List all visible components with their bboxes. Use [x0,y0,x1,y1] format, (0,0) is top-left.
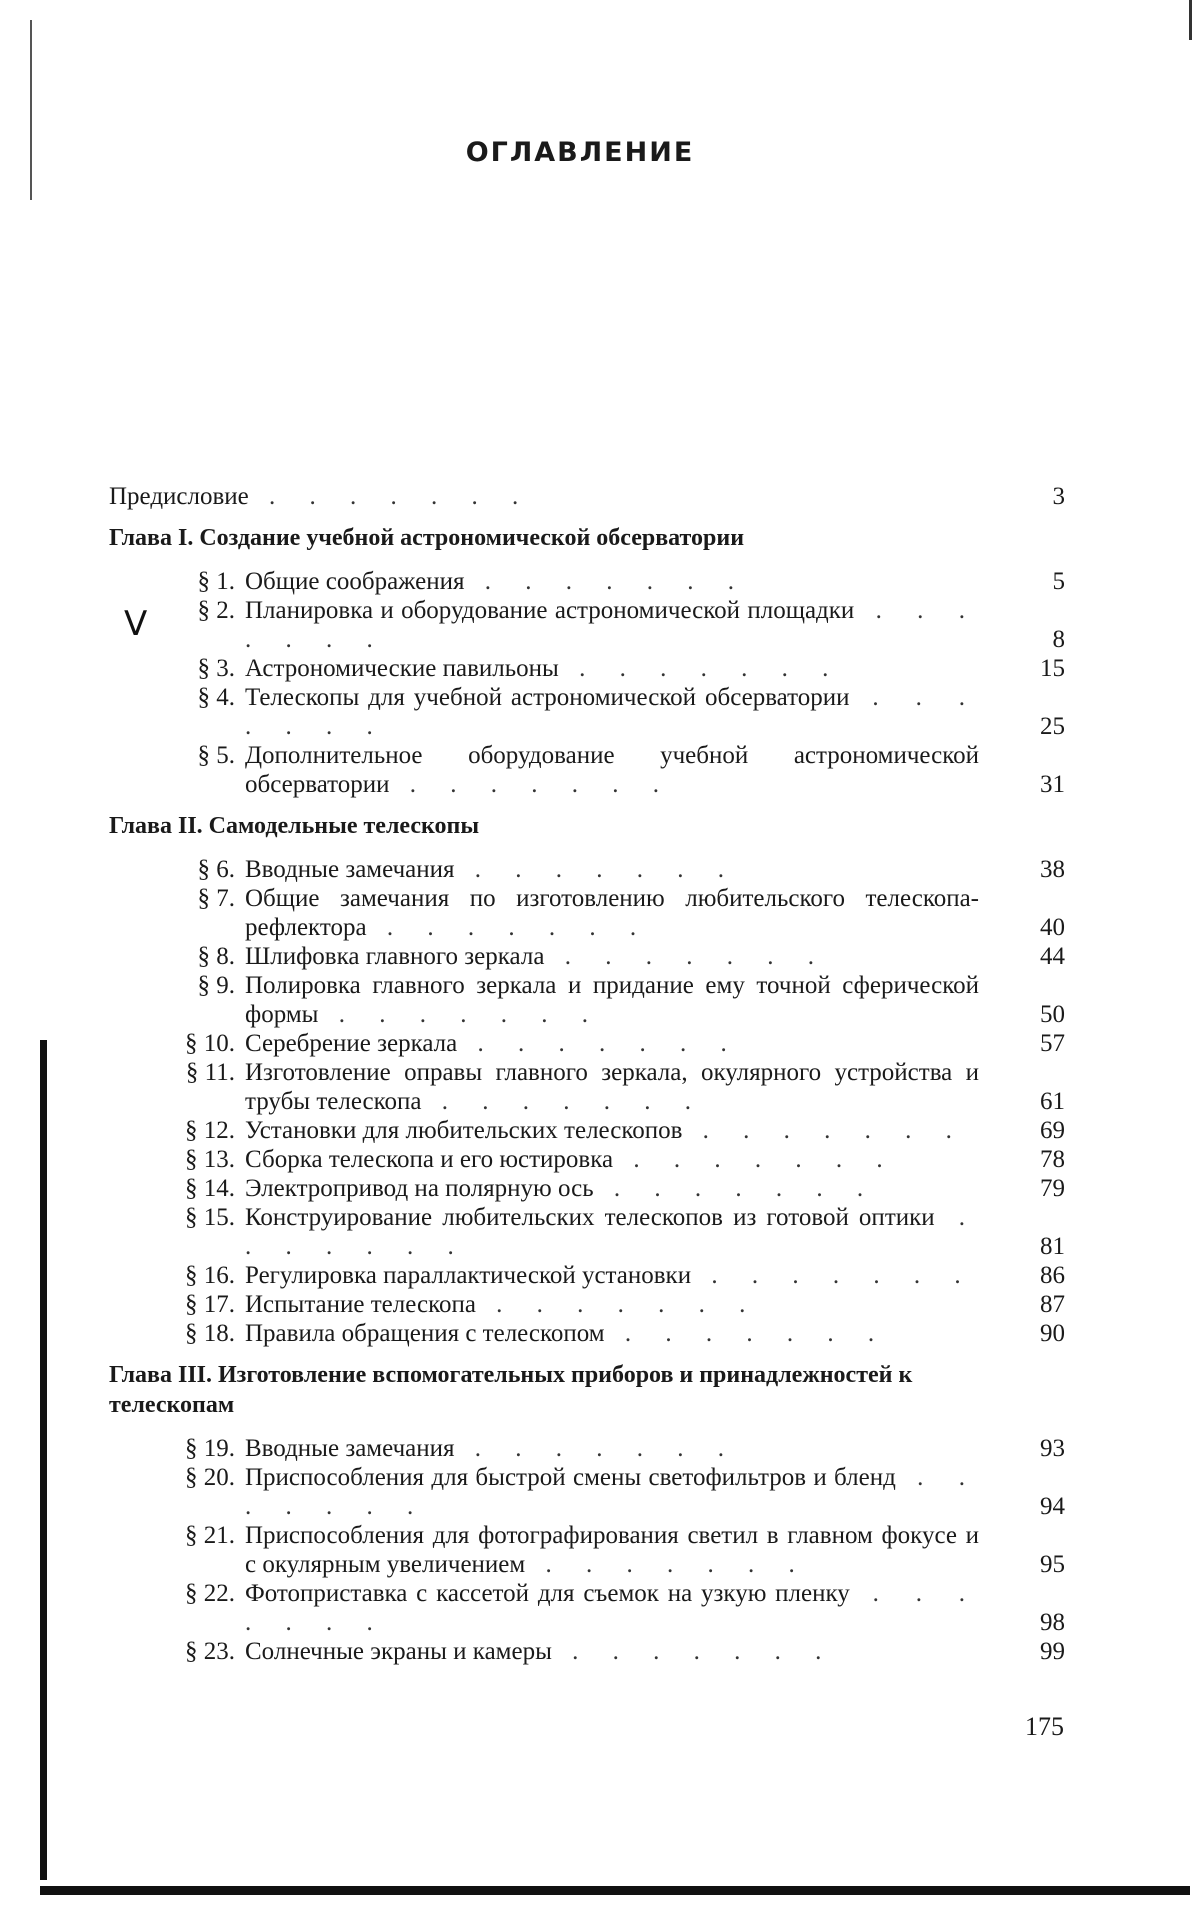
toc-entry [109,1058,1069,1116]
toc-entry-title-text: Регулировка параллактической установки [245,1262,692,1289]
toc-section-number: § 20. [185,1464,235,1491]
toc-entry [109,1319,1069,1348]
leader-dots: . . . . . . . [593,1175,878,1202]
toc-entry-title [245,1058,979,1116]
toc-section-number: § 16. [185,1262,235,1289]
toc-entry [109,596,1069,654]
toc-entry [109,942,1069,971]
toc-page-number: 78 [1040,1146,1065,1173]
toc-page-number: 99 [1040,1638,1065,1665]
toc-section-number: § 14. [185,1175,235,1202]
toc-section-number: § 4. [197,684,235,711]
toc-entry-title [245,596,979,654]
leader-dots: . . . . . . . [421,1088,706,1115]
toc-section-number: § 2. [197,597,235,624]
leader-dots: . . . . . . . [454,856,739,883]
scan-edge-left [40,1040,47,1880]
toc-entry [109,1116,1069,1145]
leader-dots: . . . . . . . [691,1262,975,1289]
toc-entry-title-text: Предисловие [109,483,249,510]
toc-entry-title [245,855,979,884]
toc-entry [109,1637,1069,1666]
toc-entry-title [245,1145,979,1174]
toc-entry-title [245,683,979,741]
leader-dots: . . . . . . . [613,1146,897,1173]
toc-entry-title [245,1521,979,1579]
toc-entry [109,1203,1069,1261]
toc-entry-title-text: Общие замечания по изготовлению любительского телескопа-рефлектора [245,885,979,941]
toc-entry-title-text: Общие соображения [245,568,465,595]
toc-section-number: § 22. [185,1580,235,1607]
leader-dots: . . . . . . . [366,914,651,941]
toc-page-number: 50 [1040,1001,1065,1028]
toc-section-number: § 5. [197,742,235,769]
toc-section-number: § 9. [197,972,235,999]
toc-entry-title-text: Планировка и оборудование астрономической площадки [245,597,855,624]
toc-entry-title [245,1290,979,1319]
toc-page-number: 5 [1052,568,1065,595]
leader-dots: . . . . . . . [544,943,828,970]
toc-entry-title [245,884,979,942]
toc-page-number: 57 [1040,1030,1065,1057]
toc-page-number: 86 [1040,1262,1065,1289]
toc-page-number: 44 [1040,943,1065,970]
toc-entry-title [245,1463,979,1521]
handwritten-check-mark: V [124,604,148,644]
toc-entry-title [245,1637,979,1666]
toc-entry-title-text: Сборка телескопа и его юстировка [245,1146,614,1173]
leader-dots: . . . . . . . [454,1435,739,1462]
scan-edge-right [1189,0,1192,40]
toc-entry-title-text: Фотоприставка с кассетой для съемок на узкую пленку [245,1580,850,1607]
table-of-contents [109,482,1069,1666]
toc-page-number: 79 [1040,1175,1065,1202]
toc-page-number: 98 [1040,1609,1065,1636]
leader-dots: . . . . . . . [558,655,843,682]
leader-dots: . . . . . . . [245,684,979,740]
toc-page-number: 95 [1040,1551,1065,1578]
toc-page-number: 40 [1040,914,1065,941]
toc-page-number: 25 [1040,713,1065,740]
toc-page-number: 8 [1052,626,1065,653]
toc-entry-title [245,654,979,683]
toc-entry-title [245,942,979,971]
toc-entry [109,884,1069,942]
toc-entry-title [245,1174,979,1203]
leader-dots: . . . . . . . [245,597,980,653]
toc-chapter-heading: Глава II. Самодельные телескопы [109,813,480,839]
toc-entry-title [245,1261,979,1290]
toc-page-number: 15 [1040,655,1065,682]
toc-section-number: § 12. [185,1117,235,1144]
toc-entry-title [245,1029,979,1058]
leader-dots: . . . . . . . [464,568,748,595]
toc-page-number: 38 [1040,856,1065,883]
toc-entry [109,683,1069,741]
toc-entry-title-text: Полировка главного зеркала и придание ему точной сферической формы [245,972,979,1028]
toc-section-number: § 3. [197,655,235,682]
page-title: ОГЛАВЛЕНИЕ [465,137,695,168]
toc-page-number: 69 [1040,1117,1065,1144]
toc-entry-title-text: Электропривод на полярную ось [245,1175,594,1202]
toc-page-number: 3 [1052,483,1065,510]
toc-entry-title-text: Серебрение зеркала [245,1030,458,1057]
toc-entry-title-text: Изготовление оправы главного зеркала, окулярного устройства и трубы телескопа [245,1059,979,1115]
toc-entry-title-text: Дополнительное оборудование учебной астрономической обсерватории [245,742,979,798]
toc-section-number: § 19. [185,1435,235,1462]
toc-entry-title-text: Вводные замечания [245,1435,455,1462]
toc-entry-title-text: Шлифовка главного зеркала [245,943,545,970]
toc-section-number: § 23. [185,1638,235,1665]
toc-entry-title-text: Испытание телескопа [245,1291,476,1318]
leader-dots: . . . . . . . [245,1464,980,1520]
scan-edge-mark [30,20,32,200]
leader-dots: . . . . . . . [604,1320,889,1347]
leader-dots: . . . . . . . [525,1551,809,1578]
toc-entry-title-text: Астрономические павильоны [245,655,559,682]
toc-section-number: § 7. [197,885,235,912]
toc-entry-title [245,1116,979,1145]
toc-page-number: 81 [1040,1233,1065,1260]
toc-entry-title-text: Конструирование любительских телескопов из готовой оптики [245,1204,935,1231]
leader-dots: . . . . . . . [475,1291,760,1318]
toc-entry-title-text: Приспособления для фотографирования светил в главном фокусе и с окулярным увеличением [245,1522,979,1578]
leader-dots: . . . . . . . [248,483,533,510]
toc-entry [109,1145,1069,1174]
leader-dots: . . . . . . . [389,771,673,798]
toc-entry-title [109,482,979,511]
toc-section-number: § 1. [197,568,235,595]
toc-entry-title [245,567,979,596]
toc-entry [109,1261,1069,1290]
toc-entry-title-text: Правила обращения с телескопом [245,1320,605,1347]
toc-section-number: § 13. [185,1146,235,1173]
toc-page-number: 87 [1040,1291,1065,1318]
toc-chapter-heading: Глава III. Изготовление вспомогательных приборов и принадлежностей к телескопам [109,1362,913,1418]
leader-dots: . . . . . . . [551,1638,836,1665]
toc-entry-title [245,1319,979,1348]
toc-entry [109,1174,1069,1203]
toc-section-number: § 11. [185,1059,235,1086]
toc-entry [109,654,1069,683]
toc-section-number: § 17. [185,1291,235,1318]
toc-entry [109,1434,1069,1463]
toc-entry [109,1521,1069,1579]
toc-section-number: § 8. [197,943,235,970]
page-number: 175 [1025,1712,1064,1741]
toc-entry-title-text: Телескопы для учебной астрономической обсерватории [245,684,850,711]
toc-page-number: 61 [1040,1088,1065,1115]
toc-section-number: § 21. [185,1522,235,1549]
toc-section-number: § 10. [185,1030,235,1057]
leader-dots: . . . . . . . [245,1204,980,1260]
toc-entry [109,567,1069,596]
leader-dots: . . . . . . . [457,1030,741,1057]
toc-section-number: § 15. [185,1204,235,1231]
toc-entry [109,1029,1069,1058]
leader-dots: . . . . . . . [245,1580,979,1636]
toc-entry [109,971,1069,1029]
toc-entry [109,741,1069,799]
toc-entry [109,1463,1069,1521]
toc-entry-title [245,1579,979,1637]
toc-entry-title-text: Вводные замечания [245,856,455,883]
leader-dots: . . . . . . . [318,1001,602,1028]
toc-section-number: § 18. [185,1320,235,1347]
toc-entry [109,1290,1069,1319]
toc-page-number: 93 [1040,1435,1065,1462]
toc-entry [109,482,1069,511]
leader-dots: . . . . . . . [682,1117,966,1144]
toc-entry-title [245,971,979,1029]
toc-page-number: 94 [1040,1493,1065,1520]
toc-entry-title-text: Установки для любительских телескопов [245,1117,683,1144]
toc-entry-title-text: Приспособления для быстрой смены светофильтров и бленд [245,1464,896,1491]
toc-chapter-heading: Глава I. Создание учебной астрономической обсерватории [109,525,745,551]
toc-entry-title [245,741,979,799]
toc-page-number: 31 [1040,771,1065,798]
toc-page-number: 90 [1040,1320,1065,1347]
scan-edge-bottom [40,1886,1190,1895]
toc-entry-title-text: Солнечные экраны и камеры [245,1638,552,1665]
toc-entry-title [245,1203,979,1261]
toc-entry [109,1579,1069,1637]
toc-section-number: § 6. [197,856,235,883]
toc-entry [109,855,1069,884]
toc-entry-title [245,1434,979,1463]
